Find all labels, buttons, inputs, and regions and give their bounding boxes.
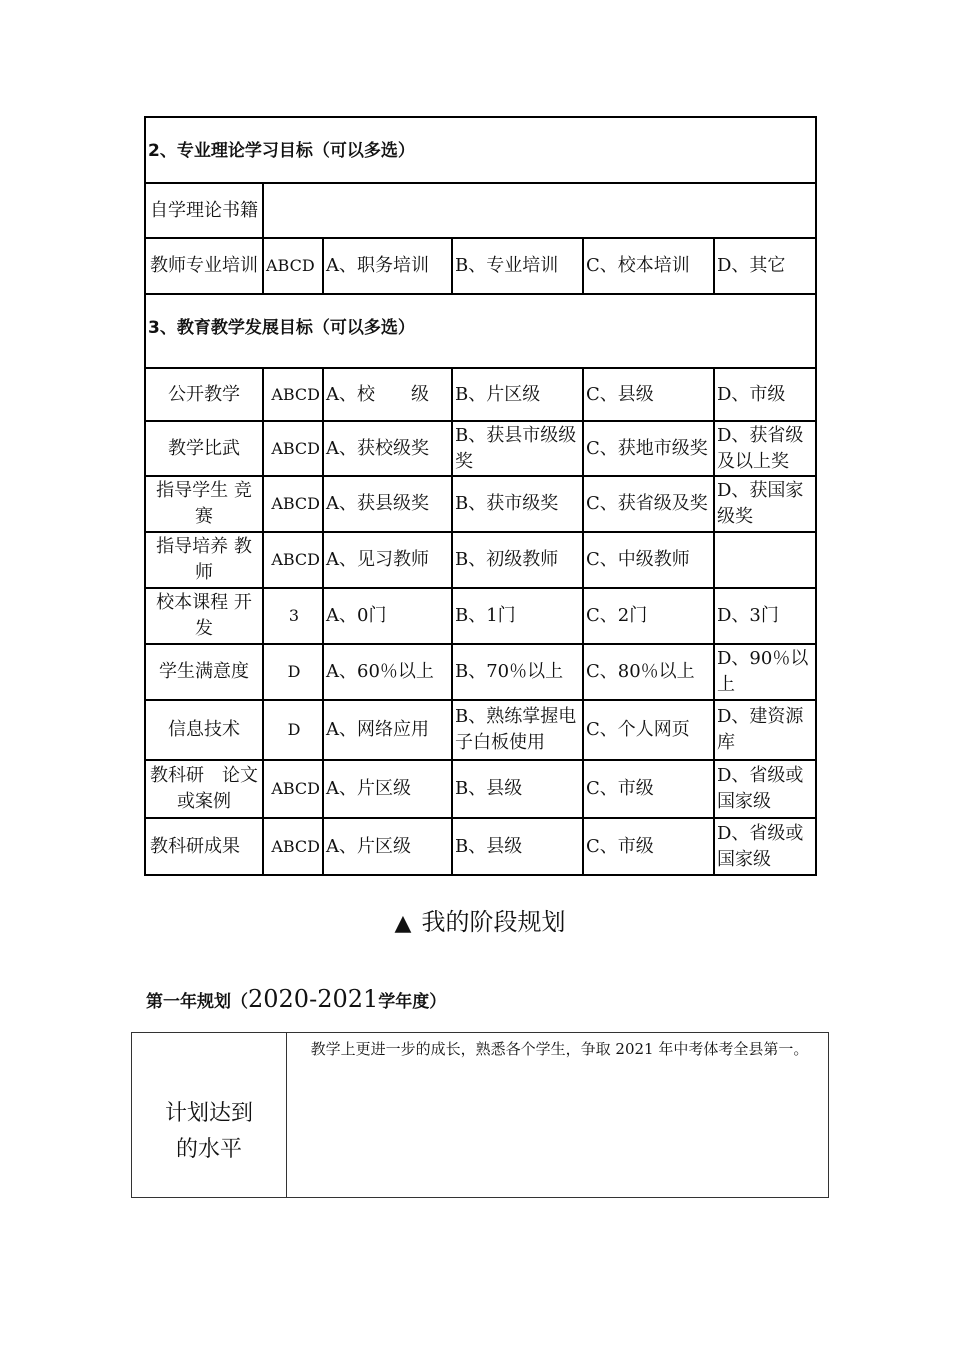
option-cell: D、获国家级奖	[714, 476, 816, 532]
row-books-label: 自学理论书籍	[145, 183, 263, 238]
option-cell	[714, 532, 816, 588]
goal-row-choice: ABCD	[263, 532, 323, 588]
option-cell: A、片区级	[323, 760, 452, 818]
option-cell: C、市级	[583, 818, 714, 875]
year-plan-years: 2020-2021	[248, 985, 379, 1013]
option-cell: C、校本培训	[583, 238, 714, 294]
option-cell: A、获校级奖	[323, 421, 452, 476]
goal-row	[145, 532, 816, 588]
option-cell: D、获省级及以上奖	[714, 421, 816, 476]
goal-row-label: 校本课程 开发	[145, 588, 263, 644]
option-cell: C、县级	[583, 368, 714, 421]
goal-row-choice: ABCD	[263, 368, 323, 421]
option-cell: D、3门	[714, 588, 816, 644]
option-cell: A、见习教师	[323, 532, 452, 588]
goal-row-label: 教科研成果	[145, 818, 263, 875]
option-cell: B、获市级奖	[452, 476, 583, 532]
goal-row-label: 指导培养 教师	[145, 532, 263, 588]
option-cell: A、职务培训	[323, 238, 452, 294]
goal-row-choice: D	[263, 700, 323, 760]
option-cell: A、0门	[323, 588, 452, 644]
option-cell: B、初级教师	[452, 532, 583, 588]
option-cell: D、市级	[714, 368, 816, 421]
year-plan-title-prefix: 第一年规划（	[146, 992, 248, 1012]
goal-row-label: 公开教学	[145, 368, 263, 421]
goal-row	[145, 644, 816, 700]
goal-row	[145, 700, 816, 760]
option-cell: C、2门	[583, 588, 714, 644]
section-3-title: 3、教育教学发展目标（可以多选）	[145, 294, 816, 368]
option-cell: A、网络应用	[323, 700, 452, 760]
option-cell: B、70％以上	[452, 644, 583, 700]
option-cell: A、获县级奖	[323, 476, 452, 532]
option-cell: B、县级	[452, 818, 583, 875]
year-plan-title-suffix: 学年度）	[378, 992, 447, 1012]
goal-row	[145, 368, 816, 421]
goal-row-choice: D	[263, 644, 323, 700]
option-cell: C、市级	[583, 760, 714, 818]
option-cell: B、专业培训	[452, 238, 583, 294]
option-cell: B、1门	[452, 588, 583, 644]
option-cell: C、获省级及奖	[583, 476, 714, 532]
row-books-value	[263, 183, 816, 238]
option-cell: B、县级	[452, 760, 583, 818]
goal-row-label: 教科研 论文或案例	[145, 760, 263, 818]
goal-row	[145, 818, 816, 875]
triangle-icon: ▲	[394, 911, 412, 936]
option-cell: B、片区级	[452, 368, 583, 421]
goal-row-choice: 3	[263, 588, 323, 644]
option-cell: D、其它	[714, 238, 816, 294]
option-cell: B、获县市级级奖	[452, 421, 583, 476]
goal-row-label: 指导学生 竞赛	[145, 476, 263, 532]
option-cell: C、获地市级奖	[583, 421, 714, 476]
option-cell: C、个人网页	[583, 700, 714, 760]
option-cell: A、片区级	[323, 818, 452, 875]
option-cell: C、80％以上	[583, 644, 714, 700]
goal-row	[145, 588, 816, 644]
option-cell: D、90％以上	[714, 644, 816, 700]
goal-row	[145, 421, 816, 476]
goal-row-label: 学生满意度	[145, 644, 263, 700]
option-cell: D、建资源库	[714, 700, 816, 760]
row-training-label: 教师专业培训	[145, 238, 263, 294]
year-plan-table	[131, 1032, 829, 1198]
option-cell: A、60％以上	[323, 644, 452, 700]
option-cell: B、熟练掌握电子白板使用	[452, 700, 583, 760]
stage-plan-heading	[0, 902, 960, 937]
plan-level-content: 教学上更进一步的成长，熟悉各个学生，争取 2021 年中考体考全县第一。	[287, 1033, 829, 1198]
plan-level-label-text: 计划达到的水平	[164, 1100, 253, 1162]
option-cell: C、中级教师	[583, 532, 714, 588]
goal-row-choice: ABCD	[263, 760, 323, 818]
goal-row-choice: ABCD	[263, 421, 323, 476]
row-training-choice: ABCD	[263, 238, 323, 294]
plan-level-label	[132, 1033, 287, 1198]
goal-row-label: 信息技术	[145, 700, 263, 760]
option-cell: A、校 级	[323, 368, 452, 421]
stage-plan-heading-text: 我的阶段规划	[421, 908, 566, 936]
section-2-title: 2、专业理论学习目标（可以多选）	[145, 117, 816, 183]
goal-row-choice: ABCD	[263, 818, 323, 875]
year-plan-title	[146, 985, 446, 1013]
goal-row-label: 教学比武	[145, 421, 263, 476]
goal-row	[145, 760, 816, 818]
option-cell: D、省级或国家级	[714, 818, 816, 875]
goal-row	[145, 476, 816, 532]
option-cell: D、省级或国家级	[714, 760, 816, 818]
goal-row-choice: ABCD	[263, 476, 323, 532]
goals-table	[144, 116, 817, 876]
